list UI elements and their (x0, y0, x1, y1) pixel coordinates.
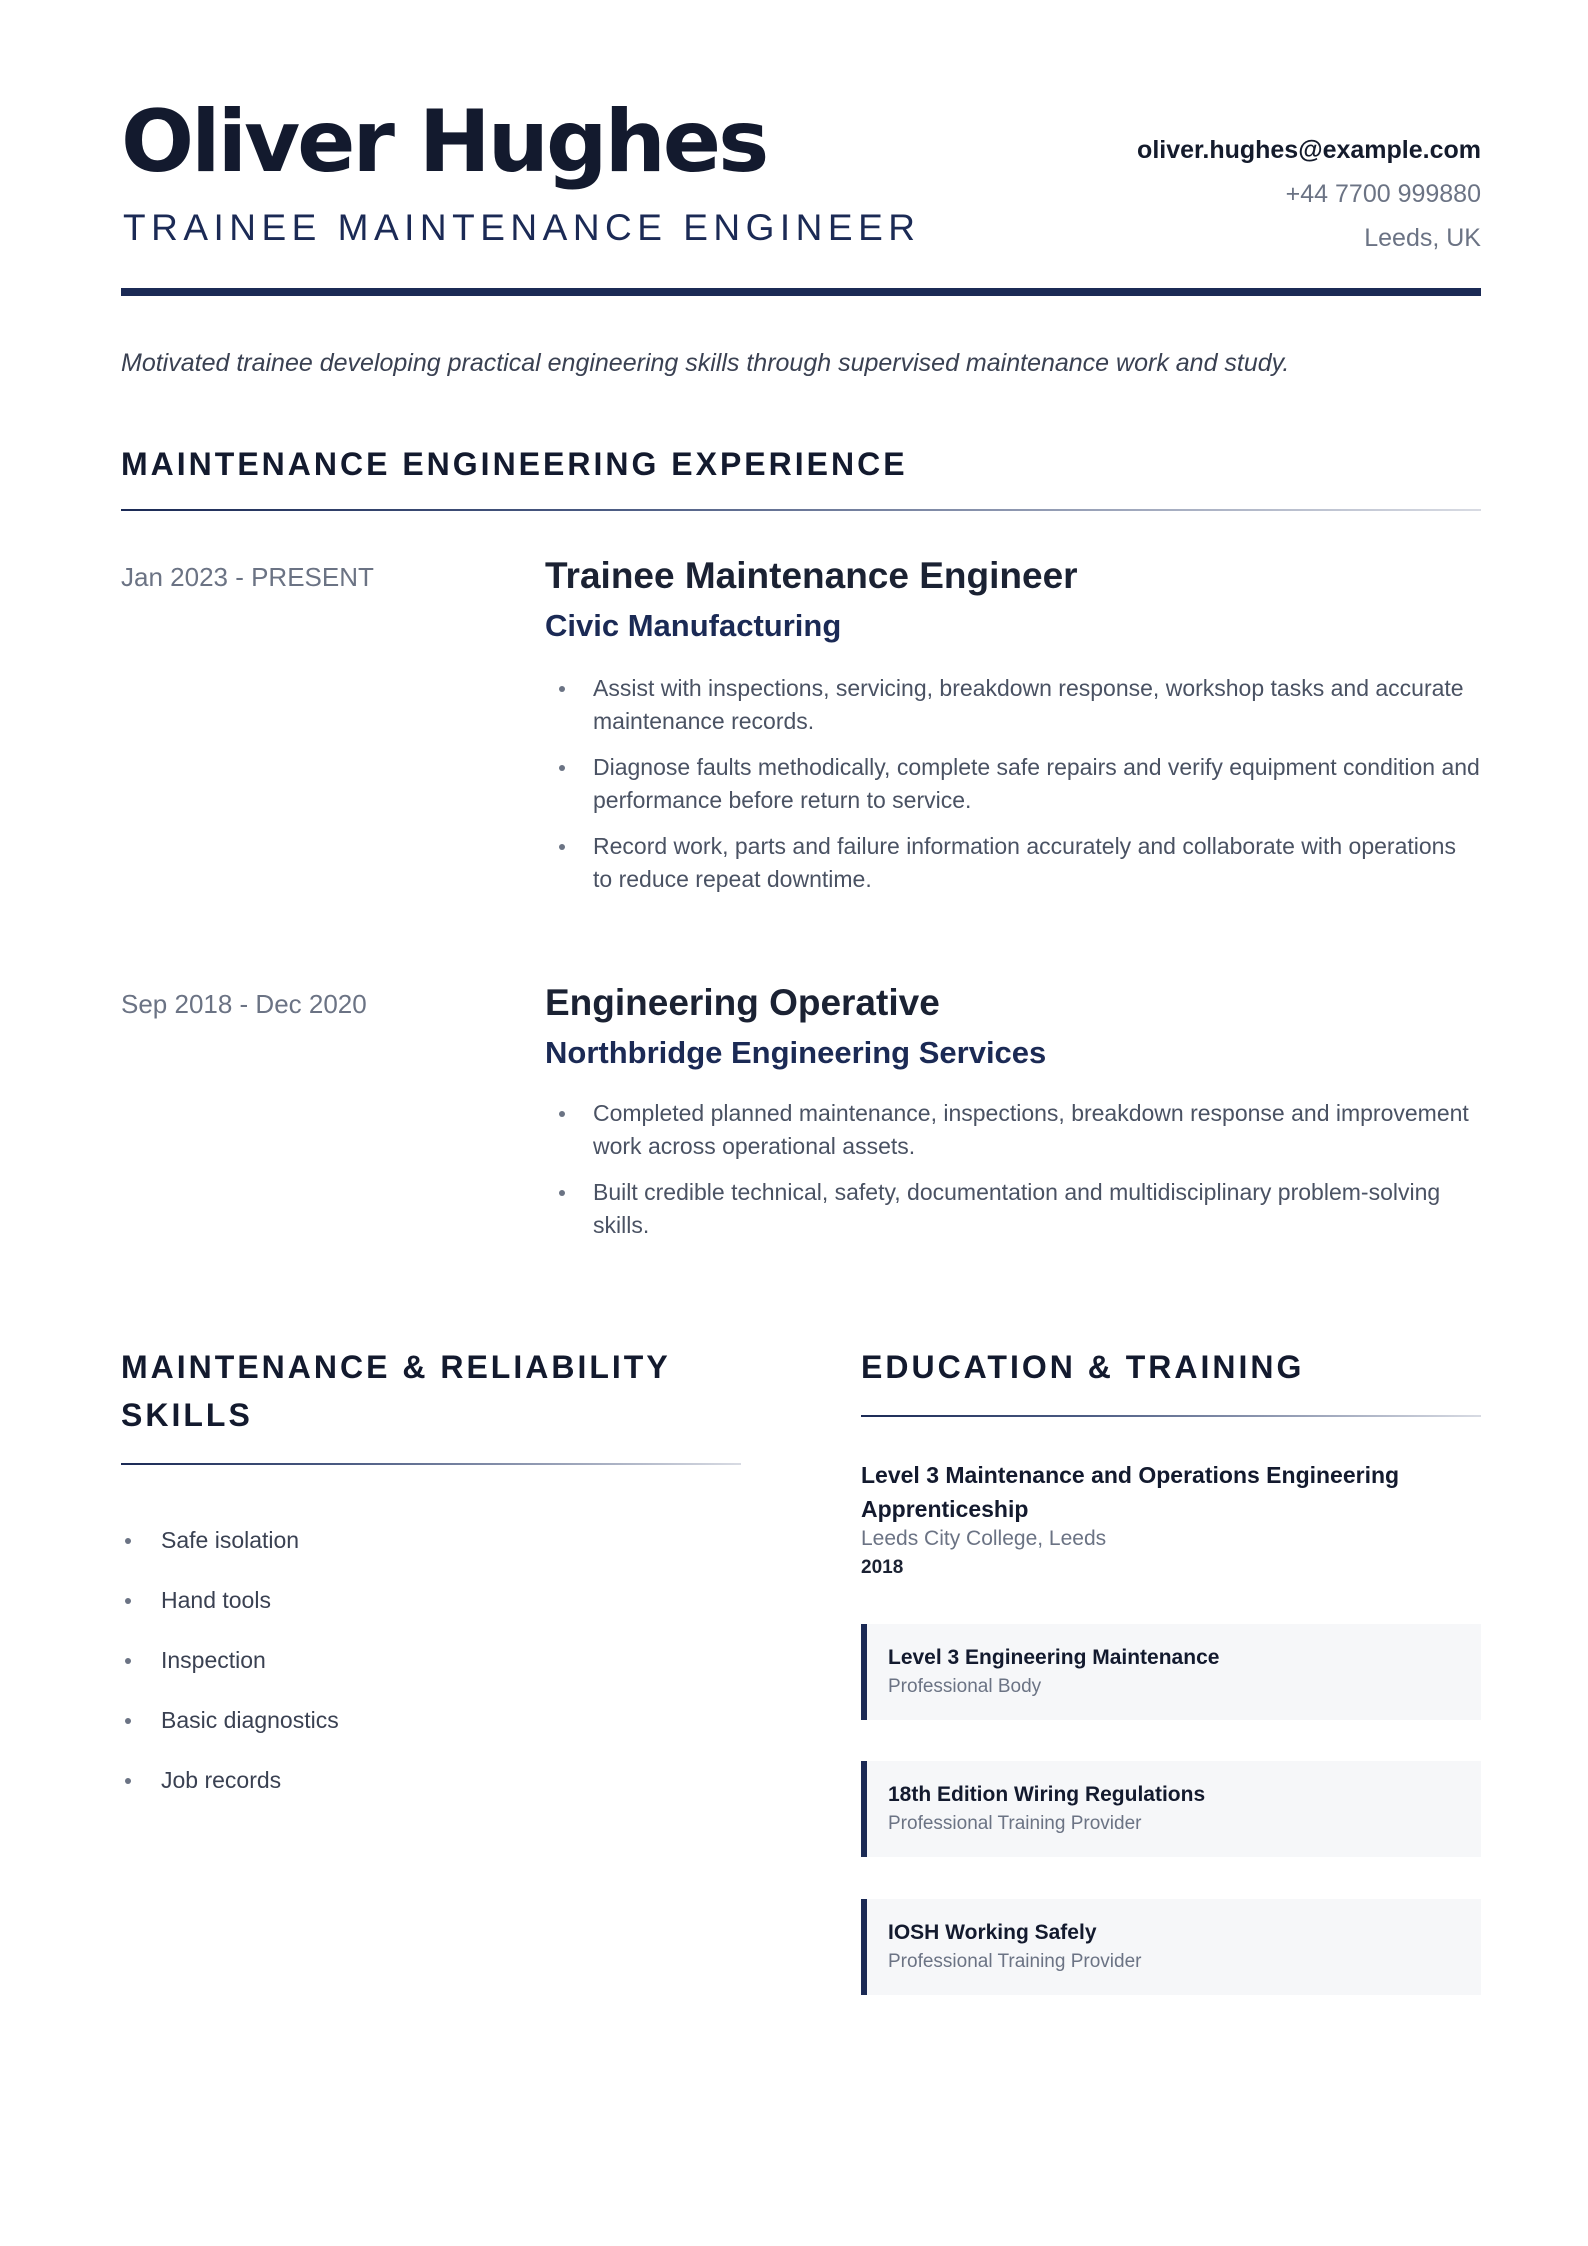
certification-name: IOSH Working Safely (888, 1921, 1097, 1944)
job-bullet: Completed planned maintenance, inspections, breakdown response and improvement work across operational assets. (545, 1097, 1481, 1163)
certification-issuer: Professional Body (888, 1676, 1042, 1697)
job-bullet: Built credible technical, safety, documentation and multidisciplinary problem-solving skills. (545, 1176, 1481, 1242)
job-dates: Sep 2018 - Dec 2020 (121, 989, 367, 1019)
job-bullets (545, 672, 1481, 909)
resume-header (121, 92, 1481, 296)
skills-heading-line2: SKILLS (121, 1397, 253, 1433)
skills-heading-line1: MAINTENANCE & RELIABILITY (121, 1349, 671, 1385)
certification-issuer: Professional Training Provider (888, 1813, 1142, 1834)
contact-block (1137, 128, 1481, 260)
job-bullet: Record work, parts and failure information accurately and collaborate with operations to reduce repeat downtime. (545, 830, 1481, 896)
job-title: Engineering Operative (545, 982, 940, 1023)
job-company: Civic Manufacturing (545, 608, 842, 643)
candidate-role: TRAINEE MAINTENANCE ENGINEER (123, 207, 921, 248)
job-company: Northbridge Engineering Services (545, 1035, 1047, 1070)
education-institution: Leeds City College, Leeds (861, 1527, 1107, 1550)
education-year: 2018 (861, 1557, 904, 1578)
job-dates: Jan 2023 - PRESENT (121, 562, 374, 592)
profile-summary: Motivated trainee developing practical engineering skills through supervised maintenance work and study. (121, 349, 1290, 377)
skill-item: Hand tools (121, 1570, 339, 1630)
certification-issuer: Professional Training Provider (888, 1951, 1142, 1972)
certification-card (861, 1624, 1481, 1720)
experience-divider (121, 509, 1481, 511)
skill-item: Job records (121, 1750, 339, 1810)
job-bullet: Diagnose faults methodically, complete safe repairs and verify equipment condition and performance before return to service. (545, 751, 1481, 817)
education-heading: EDUCATION & TRAINING (861, 1349, 1305, 1385)
contact-location: Leeds, UK (1364, 224, 1481, 252)
candidate-name: Oliver Hughes (121, 92, 767, 192)
job-title: Trainee Maintenance Engineer (545, 555, 1078, 596)
education-divider (861, 1415, 1481, 1417)
job-bullets (545, 1097, 1481, 1255)
education-title: Level 3 Maintenance and Operations Engineering Apprenticeship (861, 1462, 1400, 1522)
certification-name: 18th Edition Wiring Regulations (888, 1783, 1206, 1806)
experience-heading: MAINTENANCE ENGINEERING EXPERIENCE (121, 446, 908, 482)
skills-list (121, 1510, 339, 1810)
certification-name: Level 3 Engineering Maintenance (888, 1646, 1220, 1669)
certification-card (861, 1761, 1481, 1857)
job-bullet: Assist with inspections, servicing, breakdown response, workshop tasks and accurate maintenance records. (545, 672, 1481, 738)
skills-divider (121, 1463, 741, 1465)
contact-phone: +44 7700 999880 (1285, 180, 1481, 208)
certification-card (861, 1899, 1481, 1995)
skill-item: Inspection (121, 1630, 339, 1690)
header-divider (121, 288, 1481, 296)
contact-email[interactable]: oliver.hughes@example.com (1137, 136, 1481, 164)
skill-item: Safe isolation (121, 1510, 339, 1570)
skill-item: Basic diagnostics (121, 1690, 339, 1750)
